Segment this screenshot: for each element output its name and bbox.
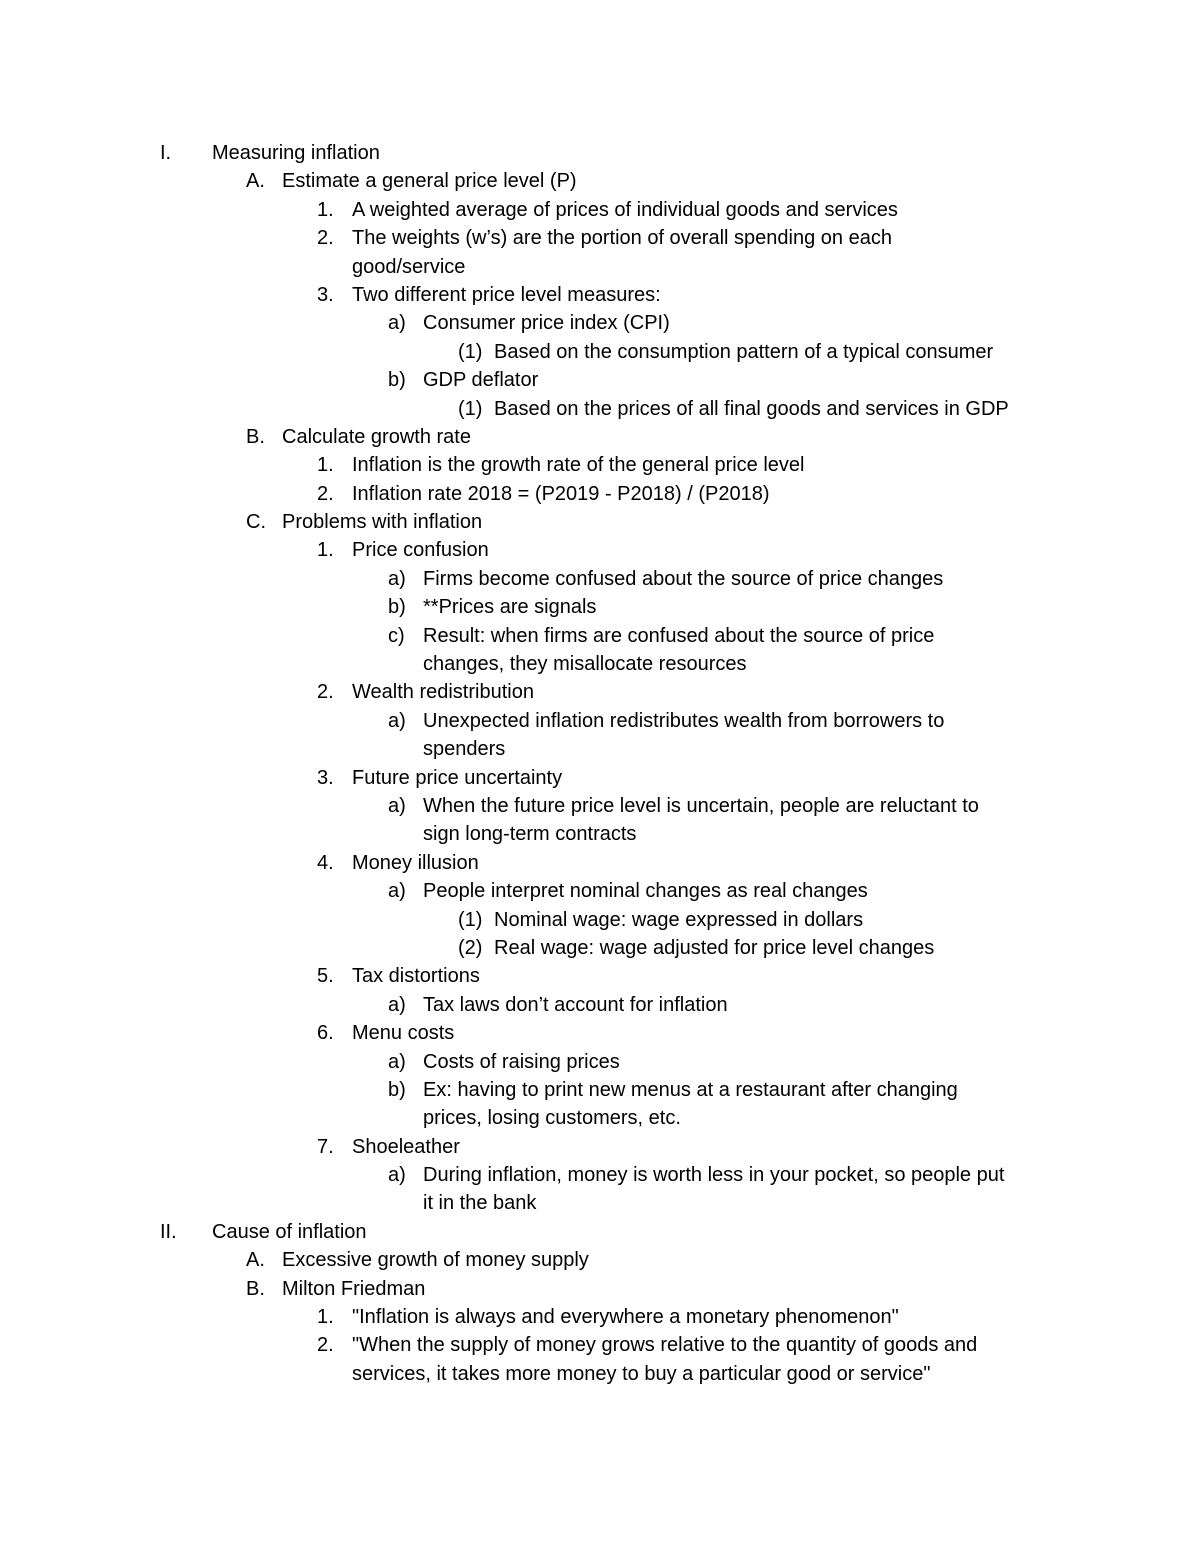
outline-text: Price confusion <box>352 539 489 562</box>
outline-item-level-3-continuation <box>0 1189 1200 1217</box>
outline-item-level-3-continuation <box>0 820 1200 848</box>
outline-marker: B. <box>246 425 265 448</box>
outline-item-level-2 <box>0 678 1200 706</box>
outline-text: Inflation is the growth rate of the general price level <box>352 454 805 477</box>
outline-item-level-3 <box>0 366 1200 394</box>
outline-text: When the future price level is uncertain, people are reluctant to <box>423 794 979 817</box>
outline-marker: 2. <box>317 482 334 505</box>
outline-item-level-3 <box>0 877 1200 905</box>
outline-marker: 2. <box>317 681 334 704</box>
outline-item-level-1 <box>0 1246 1200 1274</box>
outline-text: Real wage: wage adjusted for price level changes <box>494 936 935 959</box>
outline-text: "Inflation is always and everywhere a monetary phenomenon" <box>352 1306 899 1329</box>
outline-marker: a) <box>388 1050 406 1073</box>
outline-item-level-4 <box>0 338 1200 366</box>
outline-marker: 6. <box>317 1022 334 1045</box>
outline-marker: 1. <box>317 198 334 221</box>
outline-marker: 3. <box>317 766 334 789</box>
outline-marker: a) <box>388 709 406 732</box>
outline-text: Unexpected inflation redistributes wealth from borrowers to <box>423 709 945 732</box>
outline-item-level-3-continuation <box>0 1104 1200 1132</box>
outline-marker: a) <box>388 880 406 903</box>
outline-marker: 4. <box>317 851 334 874</box>
outline-text: Measuring inflation <box>212 142 380 164</box>
outline-text: A weighted average of prices of individual goods and services <box>352 198 898 221</box>
outline-marker: b) <box>388 369 406 392</box>
outline-text: Calculate growth rate <box>282 425 471 448</box>
outline-marker: (2) <box>458 936 483 959</box>
outline-text: Shoeleather <box>352 1135 460 1158</box>
outline-marker: 3. <box>317 283 334 306</box>
outline-marker: a) <box>388 312 406 335</box>
outline-item-level-3-continuation <box>0 735 1200 763</box>
outline-text: changes, they misallocate resources <box>423 653 747 676</box>
outline-marker: A. <box>246 1249 265 1272</box>
outline-text: Wealth redistribution <box>352 681 534 704</box>
outline-marker: a) <box>388 1164 406 1187</box>
outline-text: Two different price level measures: <box>352 283 661 306</box>
outline-marker: b) <box>388 1078 406 1101</box>
outline-item-level-2-continuation <box>0 253 1200 281</box>
outline-marker: C. <box>246 511 266 534</box>
outline-item-level-3 <box>0 593 1200 621</box>
outline-marker: 1. <box>317 454 334 477</box>
outline-text: good/service <box>352 255 466 278</box>
outline-text: The weights (w’s) are the portion of overall spending on each <box>352 227 892 250</box>
outline-text: Ex: having to print new menus at a restaurant after changing <box>423 1078 958 1101</box>
outline-text: Based on the consumption pattern of a typical consumer <box>494 340 994 363</box>
outline-text: sign long-term contracts <box>423 823 637 846</box>
outline-text: Problems with inflation <box>282 511 483 534</box>
outline-text: Firms become confused about the source of price changes <box>423 567 944 590</box>
outline-marker: a) <box>388 993 406 1016</box>
outline-item-level-3 <box>0 565 1200 593</box>
outline-item-level-2 <box>0 962 1200 990</box>
outline-item-level-2 <box>0 281 1200 309</box>
outline-marker: 1. <box>317 539 334 562</box>
outline-marker: c) <box>388 624 405 647</box>
outline-item-level-3 <box>0 1048 1200 1076</box>
outline-item-level-3 <box>0 792 1200 820</box>
outline-text: Tax laws don’t account for inflation <box>423 993 728 1016</box>
outline-marker: 2. <box>317 227 334 250</box>
outline-text: Estimate a general price level (P) <box>282 170 577 193</box>
outline-text: Inflation rate 2018 = (P2019 - P2018) / (P2018) <box>352 482 770 505</box>
outline-text: Result: when firms are confused about the source of price <box>423 624 935 647</box>
outline-text: Nominal wage: wage expressed in dollars <box>494 908 864 931</box>
outline-text: People interpret nominal changes as real changes <box>423 880 868 903</box>
outline-item-level-1 <box>0 508 1200 536</box>
outline-text: **Prices are signals <box>423 596 597 619</box>
outline-item-level-2-continuation <box>0 1360 1200 1388</box>
outline-marker: B. <box>246 1277 265 1300</box>
outline-text: Costs of raising prices <box>423 1050 620 1073</box>
outline-item-level-4 <box>0 934 1200 962</box>
outline-item-level-1 <box>0 167 1200 195</box>
outline-text: Milton Friedman <box>282 1277 426 1300</box>
outline-item-level-2 <box>0 196 1200 224</box>
outline-marker: a) <box>388 567 406 590</box>
outline-marker: 1. <box>317 1306 334 1329</box>
outline-marker: a) <box>388 794 406 817</box>
outline-item-level-2 <box>0 1303 1200 1331</box>
outline-text: spenders <box>423 738 506 761</box>
outline-item-level-0 <box>0 1218 1200 1246</box>
outline-text: Future price uncertainty <box>352 766 563 789</box>
outline-item-level-2 <box>0 849 1200 877</box>
outline-item-level-4 <box>0 906 1200 934</box>
outline-text: "When the supply of money grows relative to the quantity of goods and <box>352 1334 978 1357</box>
outline-text: it in the bank <box>423 1192 537 1215</box>
outline-item-level-3 <box>0 707 1200 735</box>
outline-item-level-2 <box>0 1331 1200 1359</box>
outline-text: prices, losing customers, etc. <box>423 1107 681 1130</box>
outline-text: GDP deflator <box>423 369 539 392</box>
outline-marker: (1) <box>458 908 483 931</box>
outline-item-level-3 <box>0 991 1200 1019</box>
outline-text: During inflation, money is worth less in your pocket, so people put <box>423 1164 1005 1187</box>
outline-text: services, it takes more money to buy a particular good or service" <box>352 1362 931 1385</box>
outline-item-level-3-continuation <box>0 650 1200 678</box>
outline-marker: (1) <box>458 397 483 420</box>
outline-marker: I. <box>160 142 172 164</box>
outline-document <box>0 139 1200 1388</box>
outline-item-level-0 <box>0 139 1200 167</box>
outline-item-level-2 <box>0 764 1200 792</box>
outline-item-level-1 <box>0 1275 1200 1303</box>
outline-marker: II. <box>160 1220 177 1243</box>
outline-marker: b) <box>388 596 406 619</box>
outline-item-level-1 <box>0 423 1200 451</box>
outline-item-level-3 <box>0 622 1200 650</box>
outline-text: Cause of inflation <box>212 1220 367 1243</box>
outline-item-level-2 <box>0 480 1200 508</box>
outline-item-level-4 <box>0 395 1200 423</box>
outline-item-level-3 <box>0 309 1200 337</box>
outline-text: Excessive growth of money supply <box>282 1249 589 1272</box>
outline-item-level-2 <box>0 536 1200 564</box>
outline-marker: (1) <box>458 340 483 363</box>
outline-item-level-3 <box>0 1161 1200 1189</box>
outline-text: Menu costs <box>352 1022 455 1045</box>
outline-marker: A. <box>246 170 265 193</box>
outline-marker: 2. <box>317 1334 334 1357</box>
outline-item-level-2 <box>0 224 1200 252</box>
outline-text: Tax distortions <box>352 965 480 988</box>
outline-text: Consumer price index (CPI) <box>423 312 670 335</box>
outline-text: Based on the prices of all final goods and services in GDP <box>494 397 1009 420</box>
outline-marker: 7. <box>317 1135 334 1158</box>
outline-item-level-2 <box>0 1019 1200 1047</box>
outline-item-level-2 <box>0 1133 1200 1161</box>
outline-item-level-3 <box>0 1076 1200 1104</box>
outline-marker: 5. <box>317 965 334 988</box>
outline-text: Money illusion <box>352 851 479 874</box>
outline-item-level-2 <box>0 451 1200 479</box>
